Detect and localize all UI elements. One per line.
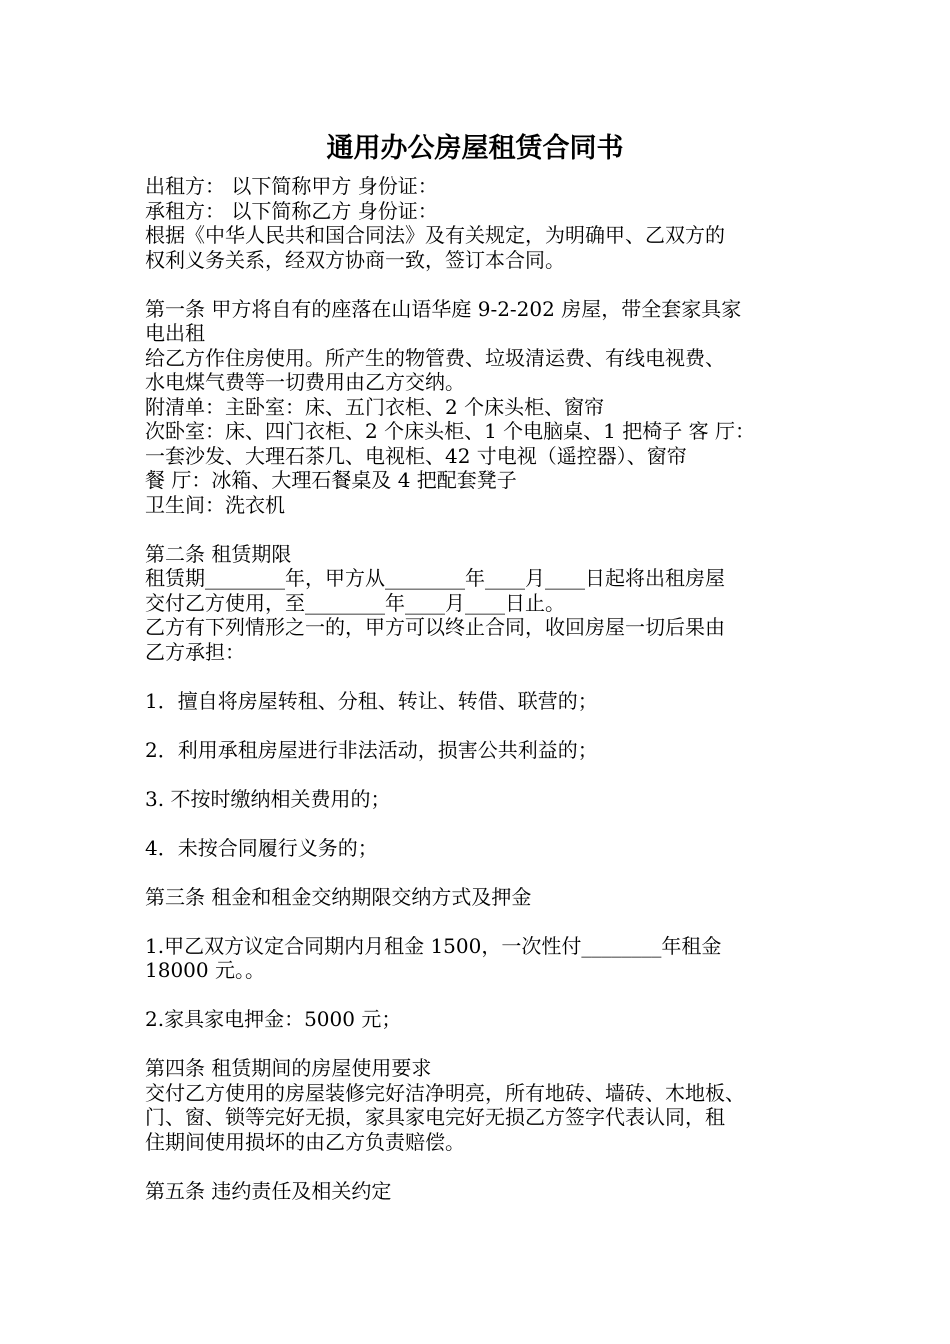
document-line: 交付乙方使用，至________年____月____日止。 [145,590,565,615]
document-line: 给乙方作住房使用。所产生的物管费、垃圾清运费、有线电视费、 [145,345,725,370]
document-line: 第二条 租赁期限 [145,541,292,566]
document-body [145,174,845,1203]
document-line: 出租方： 以下简称甲方 身份证： [145,174,438,198]
blank-line [145,909,845,934]
document-line: 租赁期________年，甲方从________年____月____日起将出租房屋 [145,566,725,590]
document-line: 交付乙方使用的房屋装修完好洁净明亮，所有地砖、墙砖、木地板、 [145,1080,745,1105]
blank-line [145,762,845,787]
document-line: 第三条 租金和租金交纳期限交纳方式及押金 [145,884,532,909]
document-line: 1．擅自将房屋转租、分租、转让、转借、联营的； [145,688,598,713]
document-line: 门、窗、锁等完好无损，家具家电完好无损乙方签字代表认同，租 [145,1105,725,1129]
blank-line [145,517,845,542]
blank-line [145,1154,845,1179]
document-line: 第一条 甲方将自有的座落在山语华庭 9-2-202 房屋，带全套家具家 [145,296,742,321]
document-line: 1.甲乙双方议定合同期内月租金 1500，一次性付________年租金 [145,933,722,958]
blank-line [145,811,845,836]
document-line: 一套沙发、大理石茶几、电视柜、42 寸电视（遥控器）、窗帘 [145,443,687,468]
blank-line [145,1032,845,1057]
document-line: 3. 不按时缴纳相关费用的； [145,786,391,811]
document-line: 乙方有下列情形之一的，甲方可以终止合同，收回房屋一切后果由 [145,615,725,639]
document-line: 水电煤气费等一切费用由乙方交纳。 [145,370,465,394]
document-line: 根据《中华人民共和国合同法》及有关规定，为明确甲、乙双方的 [145,223,725,247]
document-line: 权利义务关系，经双方协商一致，签订本合同。 [145,247,565,272]
document-line: 电出租 [145,321,205,345]
document-line: 2．利用承租房屋进行非法活动，损害公共利益的； [145,737,598,762]
blank-line [145,664,845,689]
document-line: 次卧室：床、四门衣柜、2 个床头柜、1 个电脑桌、1 把椅子 客 厅： [145,419,755,443]
document-line: 第四条 租赁期间的房屋使用要求 [145,1056,432,1080]
document-line: 承租方： 以下简称乙方 身份证： [145,198,438,223]
document-line: 4．未按合同履行义务的； [145,835,378,860]
document-line: 卫生间：洗衣机 [145,492,285,517]
document-line: 乙方承担： [145,639,245,664]
document-line: 2.家具家电押金：5000 元； [145,1007,402,1031]
document-line: 餐 厅：冰箱、大理石餐桌及 4 把配套凳子 [145,468,517,492]
blank-line [145,272,845,297]
document-line: 第五条 违约责任及相关约定 [145,1178,392,1203]
blank-line [145,713,845,738]
blank-line [145,983,845,1008]
document-title: 通用办公房屋租赁合同书 [326,133,624,164]
blank-line [145,860,845,885]
document-line: 住期间使用损坏的由乙方负责赔偿。 [145,1129,465,1154]
document-line: 附清单：主卧室：床、五门衣柜、2 个床头柜、窗帘 [145,394,605,419]
document-line: 18000 元。。 [145,958,265,982]
